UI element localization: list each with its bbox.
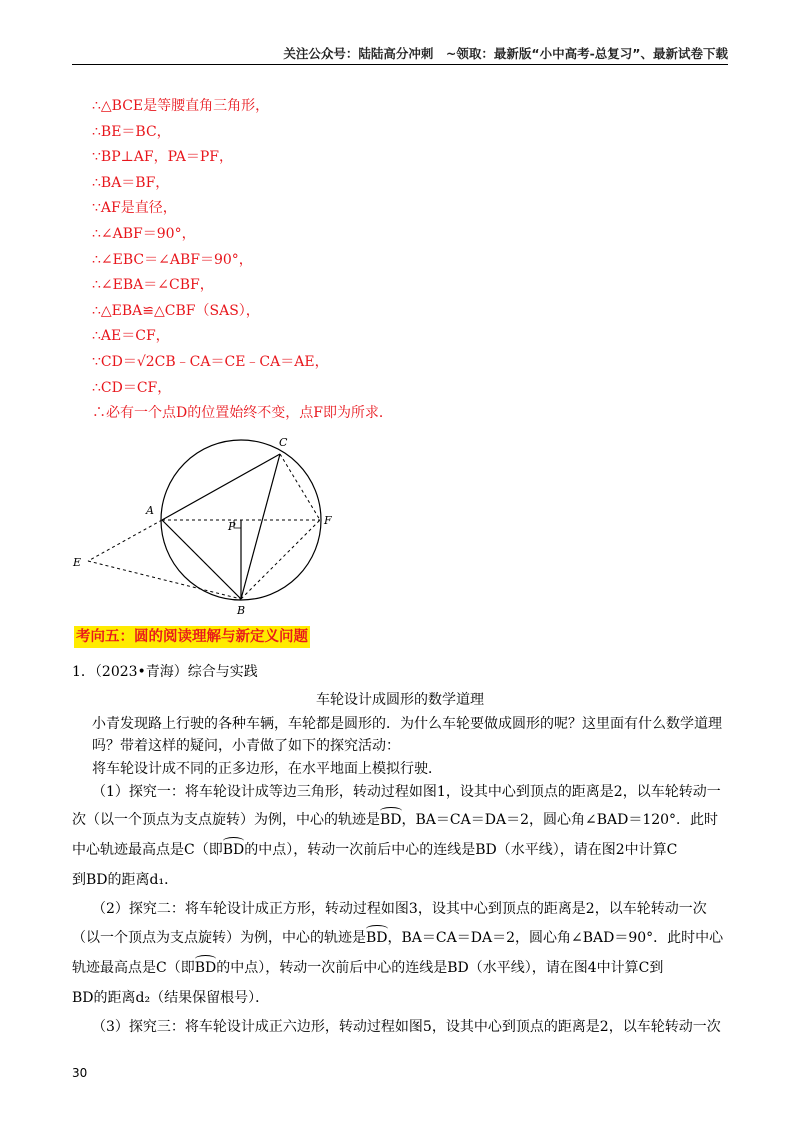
problem-text: （3）探究三：将车轮设计成正六边形，转动过程如图5，设其中心到顶点的距离是2，以车轮转动一次 [92,1019,721,1035]
label-A: A [146,504,154,517]
page-header: 关注公众号：陆陆高分冲刺 ~领取：最新版“小中高考-总复习”、最新试卷下载 [283,46,728,61]
geometry-figure [68,432,358,622]
problem-text [72,927,724,947]
problem-title: 车轮设计成圆形的数学道理 [316,692,484,708]
problem-text: 到BD的距离d₁． [72,872,179,888]
arc-label: BD [194,960,217,976]
problem-text: （1）探究一：将车轮设计成等边三角形，转动过程如图1，设其中心到顶点的距离是2，以车轮转动一 [92,784,721,800]
problem-text: 吗？带着这样的疑问，小青做了如下的探究活动： [92,738,400,754]
text-run: 轨迹最高点是C（即 [72,960,195,976]
problem-text [72,957,712,977]
proof-line: ∴∠ABF＝90°， [92,225,196,242]
label-E: E [73,556,82,569]
proof-line: ∴△EBA≌△CBF（SAS）， [92,302,260,319]
segment-AE [88,520,162,561]
proof-line: ∴CD＝CF， [92,379,172,396]
label-C: C [279,436,288,449]
text-run: ，BA＝CA＝DA＝2，圆心角∠BAD＝120°．此时 [401,812,719,828]
problem-text: 将车轮设计成不同的正多边形，在水平地面上模拟行驶． [92,761,442,777]
arc-label: BD [222,842,245,858]
proof-line: ∵CD＝√2CB﹣CA＝CE﹣CA＝AE， [92,353,329,370]
problem-text: BD的距离d₂（结果保留根号）． [72,990,270,1006]
problem-number: 1．（2023•青海）综合与实践 [72,664,258,680]
problem-text [72,839,712,859]
text-run: （以一个顶点为支点旋转）为例，中心的轨迹是 [72,930,366,946]
proof-line: ∴必有一个点D的位置始终不变，点F即为所求． [92,405,393,422]
segment-BF [241,520,320,599]
proof-line: ∴∠EBA＝∠CBF， [92,277,214,294]
arc-label: BD [366,930,388,946]
label-P: P [228,520,236,533]
proof-line: ∵BP⊥AF，PA＝PF， [92,149,233,166]
proof-line: ∴△BCE是等腰直角三角形， [92,98,270,114]
label-F: F [324,514,332,527]
problem-text [72,809,719,829]
arc-label: BD [380,812,402,828]
problem-text: （2）探究二：将车轮设计成正方形，转动过程如图3，设其中心到顶点的距离是2，以车轮转动一次 [92,901,707,917]
text-run: ，BA＝CA＝DA＝2，圆心角∠BAD＝90°．此时中心 [387,930,724,946]
segment-AC [162,454,280,520]
proof-line: ∴BA＝BF， [92,174,170,191]
header-divider [72,64,728,65]
proof-line: ∴AE＝CF， [92,328,170,345]
text-run: 的中点），转动一次前后中心的连线是BD（水平线），请在图4中计算C到 [216,960,664,976]
label-B: B [237,604,246,617]
section-title: 考向五：圆的阅读理解与新定义问题 [74,626,310,648]
text-run: 的中点），转动一次前后中心的连线是BD（水平线），请在图2中计算C [244,842,678,858]
page-number: 30 [72,1066,88,1080]
proof-block [92,94,393,427]
problem-text: 小青发现路上行驶的各种车辆，车轮都是圆形的．为什么车轮要做成圆形的呢？这里面有什么数学道理 [92,716,722,732]
text-run: 次（以一个顶点为支点旋转）为例，中心的轨迹是 [72,812,380,828]
segment-CB [241,454,280,599]
segment-EB [88,561,241,599]
text-run: 中心轨迹最高点是C（即 [72,842,223,858]
proof-line: ∴∠EBC＝∠ABF＝90°， [92,251,253,268]
proof-line: ∴BE＝BC， [92,123,171,140]
proof-line: ∵AF是直径， [92,200,177,217]
